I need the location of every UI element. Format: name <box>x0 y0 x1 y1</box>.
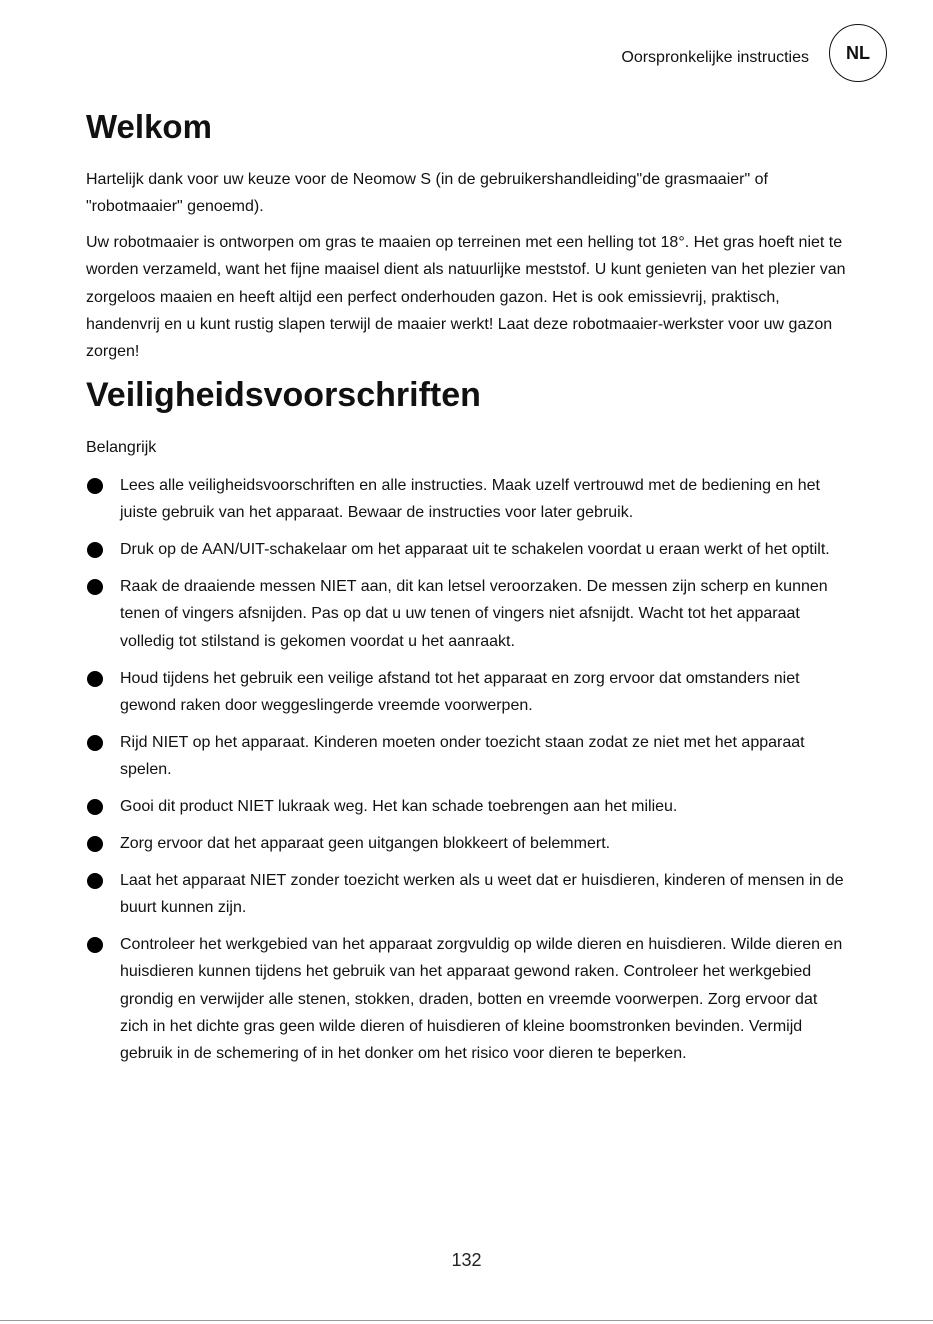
safety-item-text: Controleer het werkgebied van het apparaat zorgvuldig op wilde dieren en huisdieren. Wilde dieren en huisdieren kunnen tijdens het gebruik van het apparaat gewond raken. Controleer het werkgebied grondig en verwijder alle stenen, stokken, draden, botten en vreemde voorwerpen. Zorg ervoor dat zich in het dichte gras geen wilde dieren of huisdieren of kleine boomstronken bevinden. Vermijd gebruik in de schemering of in het donker om het risico voor dieren te beperken. <box>120 935 843 1063</box>
bullet-icon <box>87 478 103 494</box>
safety-item-text: Raak de draaiende messen NIET aan, dit kan letsel veroorzaken. De messen zijn scherp en kunnen tenen of vingers afsnijden. Pas op dat u uw tenen of vingers niet afsnijdt. Wacht tot het apparaat volledig tot stilstand is gekomen voordat u het aanraakt. <box>120 578 828 650</box>
safety-item-text: Lees alle veiligheidsvoorschriften en alle instructies. Maak uzelf vertrouwd met de bediening en het juiste gebruik van het apparaat. Bewaar de instructies voor later gebruik. <box>120 477 820 522</box>
bullet-icon <box>87 799 103 815</box>
important-label: Belangrijk <box>86 439 157 456</box>
safety-item <box>86 867 846 922</box>
safety-item-text: Laat het apparaat NIET zonder toezicht werken als u weet dat er huisdieren, kinderen of mensen in de buurt kunnen zijn. <box>120 871 844 917</box>
safety-item <box>86 793 846 820</box>
safety-item <box>86 573 846 655</box>
safety-item-text: Druk op de AAN/UIT-schakelaar om het apparaat uit te schakelen voordat u eraan werkt of het optilt. <box>120 541 830 559</box>
bullet-icon <box>87 873 103 889</box>
bottom-divider <box>0 1320 933 1321</box>
safety-list <box>86 472 846 1077</box>
page-number: 132 <box>451 1250 482 1270</box>
welcome-title: Welkom <box>86 108 212 145</box>
safety-item <box>86 830 846 857</box>
safety-item <box>86 536 846 563</box>
bullet-icon <box>87 836 103 852</box>
safety-item-text: Houd tijdens het gebruik een veilige afstand tot het apparaat en zorg ervoor dat omstanders niet gewond raken door weggeslingerde vreemde voorwerpen. <box>120 669 800 714</box>
bullet-icon <box>87 579 103 595</box>
safety-item <box>86 729 846 784</box>
safety-title: Veiligheidsvoorschriften <box>86 376 481 414</box>
safety-item <box>86 931 846 1067</box>
safety-item-text: Rijd NIET op het apparaat. Kinderen moeten onder toezicht staan zodat ze niet met het apparaat spelen. <box>120 733 805 779</box>
safety-item <box>86 472 846 527</box>
safety-item-text: Gooi dit product NIET lukraak weg. Het kan schade toebrengen aan het milieu. <box>120 797 678 815</box>
language-badge: NL <box>829 24 887 82</box>
safety-item-text: Zorg ervoor dat het apparaat geen uitgangen blokkeert of belemmert. <box>120 834 611 852</box>
bullet-icon <box>87 735 103 751</box>
bullet-icon <box>87 542 103 558</box>
bullet-icon <box>87 937 103 953</box>
header-label: Oorspronkelijke instructies <box>621 49 809 66</box>
intro-paragraph: Hartelijk dank voor uw keuze voor de Neomow S (in de gebruikershandleiding"de grasmaaier" of "robotmaaier" genoemd). <box>86 171 768 216</box>
safety-item <box>86 665 846 720</box>
bullet-icon <box>87 671 103 687</box>
intro-paragraph: Uw robotmaaier is ontworpen om gras te maaien op terreinen met een helling tot 18°. Het gras hoeft niet te worden verzameld, want het fijne maaisel dient als natuurlijke meststof. U kunt genieten van het plezier van zorgeloos maaien en heeft altijd een perfect onderhouden gazon. Het is ook emissievrij, praktisch, handenvrij en u kunt rustig slapen terwijl de maaier werkt! Laat deze robotmaaier-werkster voor uw gazon zorgen! <box>86 234 846 361</box>
